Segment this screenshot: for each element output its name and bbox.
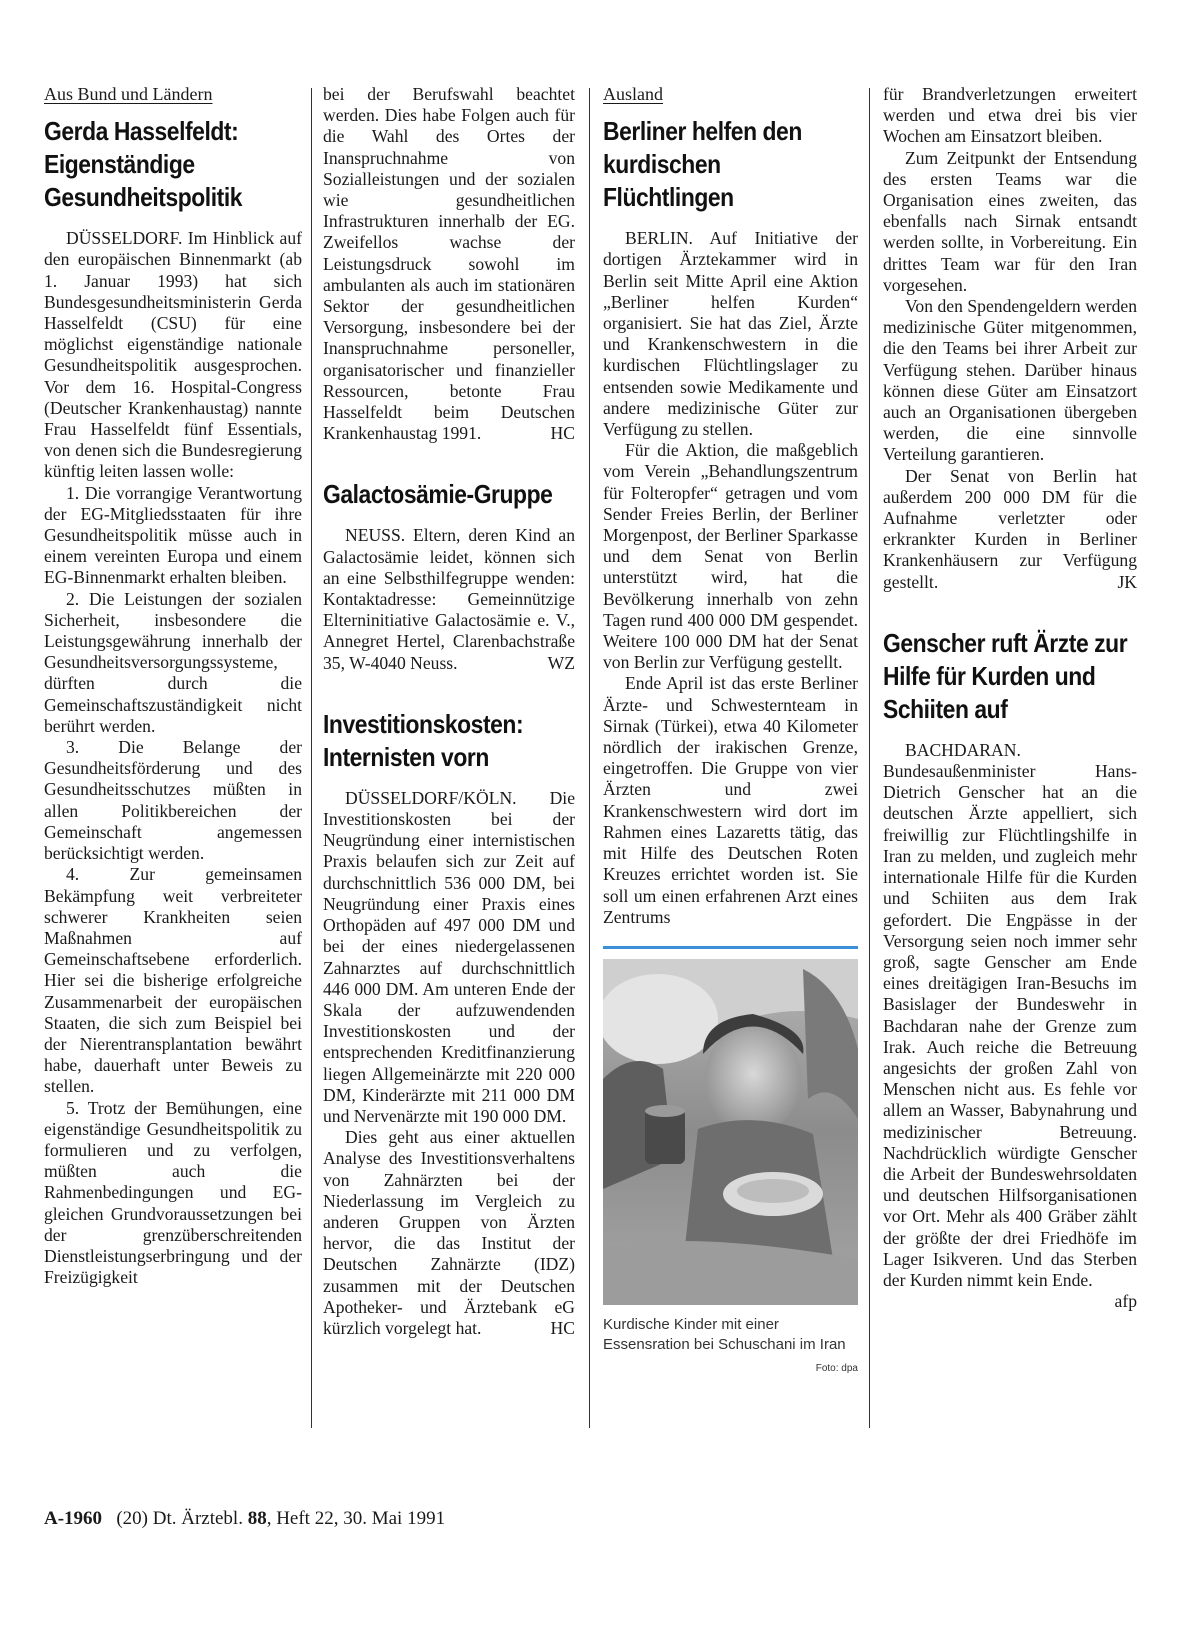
volume-number: 88: [247, 1508, 267, 1529]
column-divider: [311, 88, 312, 1428]
column-3: [603, 84, 858, 1379]
page-footer: [44, 1508, 445, 1530]
issue-suffix: , Heft 22, 30. Mai 1991: [266, 1508, 446, 1529]
author-initials: HC: [550, 1317, 575, 1338]
photo-credit: Foto: dpa: [815, 1362, 858, 1374]
article-paragraph: 5. Trotz der Bemühungen, eine eigenständige Gesundheitspolitik zu formulieren und zu verfolgen, müßten auch die Rahmenbedingungen und EG-gleichen Grundvoraussetzungen bei der grenzüberschreitenden Dienstleistungserbringung und der Freizügigkeit: [44, 1097, 302, 1288]
column-divider: [589, 88, 590, 1428]
author-initials: HC: [550, 423, 575, 444]
article-continuation: bei der Berufswahl beachtet werden. Dies habe Folgen auch für die Wahl des Ortes der Inanspruchnahme von Sozialleistungen und der sozialen wie gesundheitlichen Infrastrukturen innerhalb der EG. Zweifellos wachse der Leistungsdruck sowohl im ambulanten als auch im stationären Sektor der gesundheitlichen Versorgung, insbesondere bei der Inanspruchnahme personeller, organisatorischer und finanzieller Ressourcen, betonte Frau Hasselfeldt beim Deutschen Krankenhaustag 1991. HC: [323, 84, 575, 444]
article-paragraph: 2. Die Leistungen der sozialen Sicherheit, insbesondere die Leistungsgewährung innerhalb der Gesundheitsversorgungssysteme, dürften durch die Gemeinschaftszuständigkeit nicht berührt werden.: [44, 588, 302, 736]
column-4: [883, 84, 1137, 1312]
issue-prefix: (20) Dt. Ärztebl.: [116, 1508, 243, 1529]
article-paragraph: DÜSSELDORF/KÖLN. Die Investitionskosten bei der Neugründung einer internistischen Praxis belaufen sich zur Zeit auf durchschnittlich 536 000 DM, bei Neugründung einer Praxis eines Orthopäden auf 497 000 DM und bei der eines niedergelassenen Zahnarztes auf durchschnittlich 446 000 DM. Am unteren Ende der Skala der aufzuwendenden Investitionskosten und der entsprechenden Kreditfinanzierung liegen Allgemeinärzte mit 220 000 DM, Kinderärzte mit 211 000 DM und Nervenärzte mit 190 000 DM.: [323, 787, 575, 1126]
article-paragraph: 1. Die vorrangige Verantwortung der EG-Mitgliedsstaaten für ihre Gesundheitspolitik müsse auch in einem vereinten Europa und einem EG-Binnenmarkt erhalten bleiben.: [44, 482, 302, 588]
article-paragraph: Der Senat von Berlin hat außerdem 200 000 DM für die Aufnahme verletzter oder erkrankter Kurden in Berliner Krankenhäusern zur Verfügung gestellt. JK: [883, 465, 1137, 592]
article-paragraph: DÜSSELDORF. Im Hinblick auf den europäischen Binnenmarkt (ab 1. Januar 1993) hat sich Bundesgesundheitsministerin Gerda Hasselfeldt (CSU) für eine möglichst eigenständige nationale Gesundheitspolitik ausgesprochen. Vor dem 16. Hospital-Congress (Deutscher Krankenhaustag) nannte Frau Hasselfeldt fünf Essentials, von denen sich die Bundesregierung künftig leiten lassen wolle:: [44, 228, 302, 482]
author-initials: afp: [1114, 1291, 1137, 1312]
headline-hasselfeldt: Gerda Hasselfeldt: Eigenständige Gesundheitspolitik: [44, 116, 243, 213]
article-paragraph: Dies geht aus einer aktuellen Analyse des Investitionsverhaltens von Zahnärzten bei der Niederlassung im Vergleich zu anderen Gruppen von Ärzten hervor, die das Institut der Deutschen Zahnärzte (IDZ) zusammen mit der Deutschen Apotheker- und Ärztebank eG kürzlich vorgelegt hat. HC: [323, 1127, 575, 1338]
article-paragraph: Von den Spendengeldern werden medizinische Güter mitgenommen, die den Teams bei ihrer Arbeit zur Verfügung stehen. Darüber hinaus können diese Güter am Einsatzort auch an Organisationen übergeben werden, die eine sinnvolle Verteilung garantieren.: [883, 296, 1137, 465]
headline-galactosaemie: Galactosämie-Gruppe: [323, 479, 553, 510]
column-2: [323, 84, 575, 1339]
article-paragraph: 3. Die Belange der Gesundheitsförderung und des Gesundheitsschutzes müßten in allen Politikbereichen der Gemeinschaft angemessen berücksichtigt werden.: [44, 737, 302, 864]
author-initials: JK: [1117, 571, 1137, 592]
article-paragraph: NEUSS. Eltern, deren Kind an Galactosämie leidet, können sich an eine Selbsthilfegruppe wenden: Kontaktadresse: Gemeinnützige Elterninitiative Galactosämie e. V., Annegret Hertel, Clarenbachstraße 35, W-4040 Neuss. WZ: [323, 525, 575, 673]
headline-berliner-helfen: Berliner helfen den kurdischen Flüchtlingen: [603, 116, 802, 213]
article-paragraph: Für die Aktion, die maßgeblich vom Verein „Behandlungszentrum für Folteropfer“ getragen und vom Sender Freies Berlin, der Berliner Morgenpost, der Berliner Sparkasse und dem Senat von Berlin unterstützt wird, hat die Bevölkerung innerhalb von zehn Tagen rund 400 000 DM gespendet. Weitere 100 000 DM hat der Senat von Berlin zur Verfügung gestellt.: [603, 440, 858, 673]
column-1: [44, 84, 302, 1288]
photo-caption: Kurdische Kinder mit einer Essensration bei Schuschani im Iran Foto: dpa: [603, 1315, 858, 1355]
page-number: A-1960: [44, 1508, 103, 1529]
headline-genscher: Genscher ruft Ärzte zur Hilfe für Kurden und Schiiten auf: [883, 627, 1128, 724]
article-paragraph: BACHDARAN. Bundesaußenminister Hans-Dietrich Genscher hat an die deutschen Ärzte appelliert, sich freiwillig zur Flüchtlingshilfe in Iran zu melden, und zugleich mehr internationale Hilfe für die Kurden und Schiiten aus dem Irak gefordert. Die Engpässe in der Versorgung seien noch immer sehr groß, sagte Genscher am Ende eines dreitägigen Iran-Besuchs im Basislager der Bundeswehr in Bachdaran nahe der Grenze zum Irak. Auch reiche die Betreuung angesichts der großen Zahl von Menschen nicht aus. Es fehle vor allem an Wasser, Babynahrung und medizinischer Betreuung. Nachdrücklich würdigte Genscher die Arbeit der Bundeswehrsoldaten und deutschen Hilfsorganisationen vor Ort. Mehr als 400 Gräber zählt der größte der drei Friedhöfe im Lager Isikveren. Und das Sterben der Kurden nimmt kein Ende. afp: [883, 739, 1137, 1312]
photo-top-rule: [603, 946, 858, 949]
article-paragraph: 4. Zur gemeinsamen Bekämpfung weit verbreiteter schwerer Krankheiten seien Maßnahmen auf Gemeinschaftsebene erforderlich. Hier sei die bisherige erfolgreiche Zusammenarbeit der europäischen Staaten, die sich zum Beispiel bei der Nierentransplantation bewährt habe, dauerhaft unter Beweis zu stellen.: [44, 864, 302, 1097]
headline-investitionskosten: Investitionskosten: Internisten vorn: [323, 708, 524, 772]
section-label-bund-laender: Aus Bund und Ländern: [44, 84, 213, 104]
author-initials: WZ: [547, 652, 575, 673]
column-divider: [869, 88, 870, 1428]
article-paragraph: BERLIN. Auf Initiative der dortigen Ärztekammer wird in Berlin seit Mitte April eine Aktion „Berliner helfen Kurden“ organisiert. Sie hat das Ziel, Ärzte und Krankenschwestern in die kurdischen Flüchtlingslager zu entsenden sowie Medikamente und andere medizinische Güter zur Verfügung zu stellen.: [603, 228, 858, 440]
photo-kurdish-children: [603, 959, 858, 1305]
article-paragraph: Ende April ist das erste Berliner Ärzte- und Schwesternteam in Sirnak (Türkei), etwa 40 Kilometer nördlich der irakischen Grenze, eingetroffen. Die Gruppe von vier Ärzten und zwei Krankenschwestern wird dort im Rahmen eines Lazaretts tätig, das mit Hilfe des Deutschen Roten Kreuzes errichtet worden ist. Sie soll um einen erfahrenen Arzt eines Zentrums: [603, 673, 858, 927]
article-paragraph: Zum Zeitpunkt der Entsendung des ersten Teams war die Organisation eines zweiten, das ebenfalls nach Sirnak entsandt werden sollte, in Vorbereitung. Ein drittes Team war für den Iran vorgesehen.: [883, 147, 1137, 295]
article-continuation: für Brandverletzungen erweitert werden und etwa drei bis vier Wochen am Einsatzort bleiben.: [883, 84, 1137, 147]
section-label-ausland: Ausland: [603, 84, 663, 104]
